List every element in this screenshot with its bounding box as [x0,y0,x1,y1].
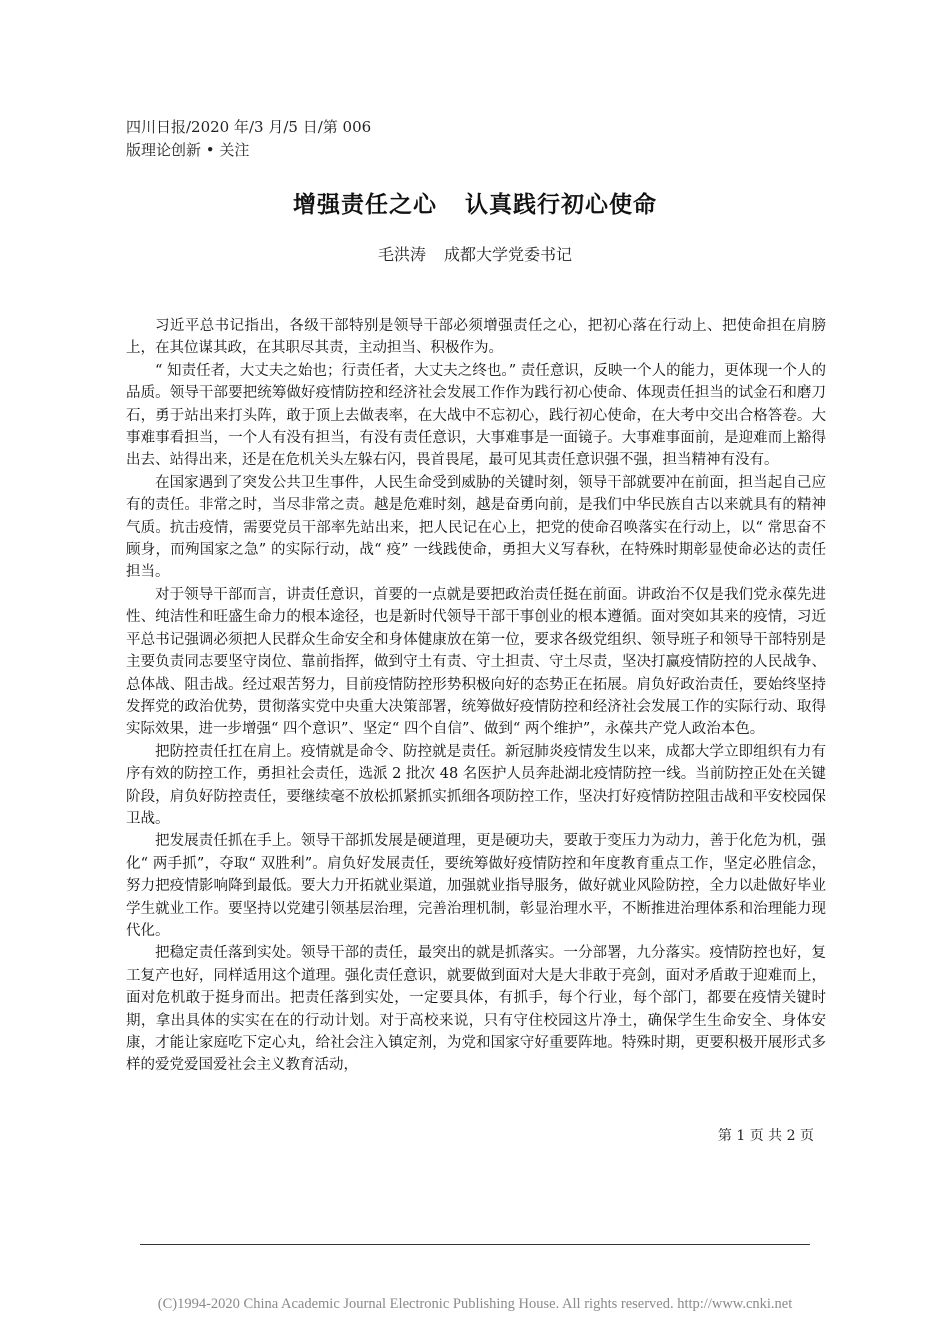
page-number: 第 1 页 共 2 页 [717,1128,814,1144]
article-title [0,186,950,219]
paragraph: 在国家遇到了突发公共卫生事件，人民生命受到威胁的关键时刻，领导干部就要冲在前面，担当起自己应有的责任。非常之时，当尽非常之责。越是危难时刻，越是奋勇向前，是我们中华民族自古以来就具有的精神气质。抗击疫情，需要党员干部率先站出来，把人民记在心上，把党的使命召唤落实在行动上，以“ 常思奋不顾身，而殉国家之急” 的实际行动，战“ 疫” 一线践使命，勇担大义写春秋，在特殊时期彰显使命必达的责任担当。 [126,474,826,581]
author-affiliation: 成都大学党委书记 [444,245,573,264]
source-line-1: 四川日报/2020 年/3 月/5 日/第 006 [126,118,372,136]
paragraph: 把稳定责任落到实处。领导干部的责任，最突出的就是抓落实。一分部署，九分落实。疫情防控也好，复工复产也好，同样适用这个道理。强化责任意识，就要做到面对大是大非敢于亮剑，面对矛盾敢于迎难而上，面对危机敢于挺身而出。把责任落到实处，一定要具体，有抓手，每个行业，每个部门，都要在疫情关键时期，拿出具体的实实在在的行动计划。对于高校来说，只有守住校园这片净土，确保学生生命安全、身体安康，才能让家庭吃下定心丸，给社会注入镇定剂，为党和国家守好重要阵地。特殊时期，更要积极开展形式多样的爱党爱国爱社会主义教育活动， [126,945,826,1074]
paragraph: 把防控责任扛在肩上。疫情就是命令、防控就是责任。新冠肺炎疫情发生以来，成都大学立即组织有力有序有效的防控工作，勇担社会责任，选派 2 批次 48 名医护人员奔赴湖北疫情防控一线。当前防控正处在关键阶段，肩负好防控责任，要继续毫不放松抓紧抓实抓细各项防控工作，坚决打好疫情防控阻击战和平安校园保卫战。 [126,743,826,827]
source-line-2: 版理论创新 • 关注 [126,141,250,159]
author-line [0,242,950,265]
title-part-2: 认真践行初心使命 [465,192,657,218]
paragraph: 习近平总书记指出，各级干部特别是领导干部必须增强责任之心，把初心落在行动上、把使命担在肩膀上，在其位谋其政，在其职尽其责，主动担当、积极作为。 [126,318,826,357]
copyright-footer: (C)1994-2020 China Academic Journal Electronic Publishing House. All rights reserved. http://www.cnki.net [157,1296,793,1312]
footer-divider [140,1244,810,1245]
article-body [126,315,826,1077]
author-name: 毛洪涛 [377,245,426,264]
paragraph: 把发展责任抓在手上。领导干部抓发展是硬道理，更是硬功夫，要敢于变压力为动力，善于化危为机，强化“ 两手抓”，夺取“ 双胜利”。肩负好发展责任，要统筹做好疫情防控和年度教育重点工作，坚定必胜信念，努力把疫情影响降到最低。要大力开拓就业渠道，加强就业指导服务，做好就业风险防控，全力以赴做好毕业学生就业工作。要坚持以党建引领基层治理，完善治理机制，彰显治理水平，不断推进治理体系和治理能力现代化。 [126,833,826,939]
source-info [126,116,826,162]
title-part-1: 增强责任之心 [293,192,437,218]
paragraph: 对于领导干部而言，讲责任意识，首要的一点就是要把政治责任挺在前面。讲政治不仅是我们党永葆先进性、纯洁性和旺盛生命力的根本途径，也是新时代领导干部干事创业的根本遵循。面对突如其来的疫情，习近平总书记强调必须把人民群众生命安全和身体健康放在第一位，要求各级党组织、领导班子和领导干部特别是主要负责同志要坚守岗位、靠前指挥，做到守土有责、守土担责、守土尽责，坚决打赢疫情防控的人民战争、总体战、阻击战。经过艰苦努力，目前疫情防控形势积极向好的态势正在拓展。肩负好政治责任，要始终坚持发挥党的政治优势，贯彻落实党中央重大决策部署，统筹做好疫情防控和经济社会发展工作的实际行动、取得实际效果，进一步增强“ 四个意识”、坚定“ 四个自信”、做到“ 两个维护”，永葆共产党人政治本色。 [126,586,826,738]
paragraph: “ 知责任者，大丈夫之始也；行责任者，大丈夫之终也。” 责任意识，反映一个人的能力，更体现一个人的品质。领导干部要把统筹做好疫情防控和经济社会发展工作作为践行初心使命、体现责任担当的试金石和磨刀石，勇于站出来打头阵，敢于顶上去做表率，在大战中不忘初心，践行初心使命，在大考中交出合格答卷。大事难事看担当，一个人有没有担当，有没有责任意识，大事难事是一面镜子。大事难事面前，是迎难而上豁得出去、站得出来，还是在危机关头左躲右闪，畏首畏尾，最可见其责任意识强不强，担当精神有没有。 [126,362,826,469]
